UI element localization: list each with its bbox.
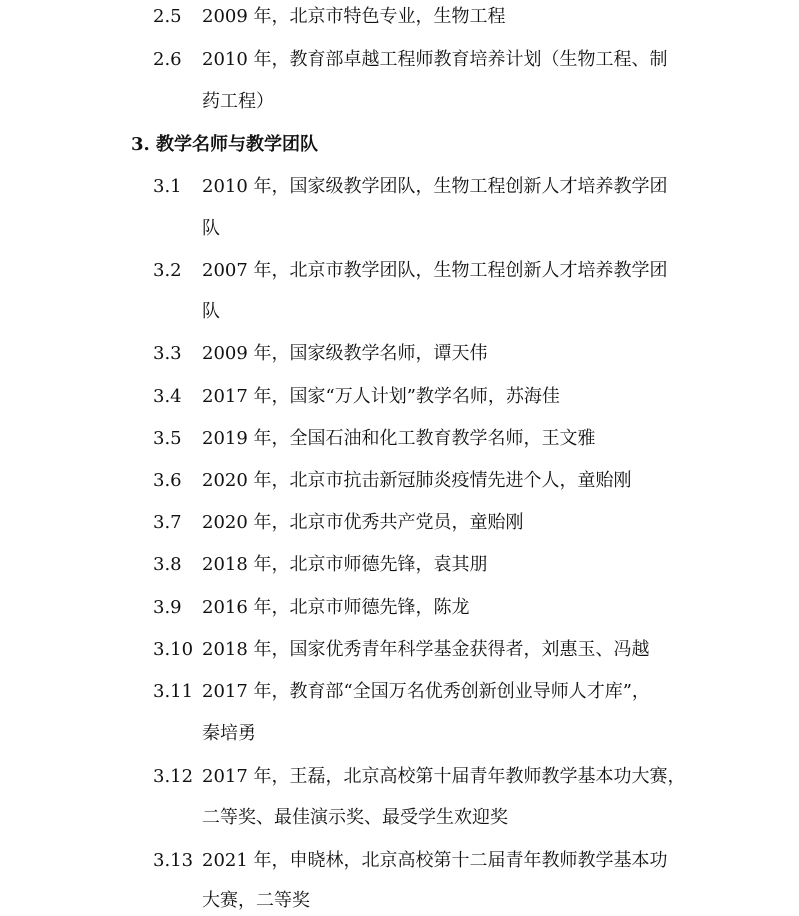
item-number: 3.8 bbox=[153, 554, 182, 575]
item-number: 3.6 bbox=[153, 470, 182, 491]
item-number: 3.13 bbox=[153, 850, 194, 871]
item-text: 2007 年，北京市教学团队，生物工程创新人才培养教学团 bbox=[202, 260, 668, 281]
item-number: 3.7 bbox=[153, 512, 182, 533]
item-number: 3.11 bbox=[153, 681, 194, 702]
item-text: 2009 年，国家级教学名师，谭天伟 bbox=[202, 343, 488, 364]
section-heading: 3. 教学名师与教学团队 bbox=[131, 134, 319, 155]
item-text: 2018 年，北京市师德先锋，袁其朋 bbox=[202, 554, 488, 575]
item-text-continuation: 队 bbox=[202, 301, 220, 322]
item-text: 2020 年，北京市抗击新冠肺炎疫情先进个人，童贻刚 bbox=[202, 470, 632, 491]
item-text-continuation: 大赛，二等奖 bbox=[202, 890, 310, 911]
item-text-continuation: 二等奖、最佳演示奖、最受学生欢迎奖 bbox=[202, 807, 508, 828]
item-text-continuation: 药工程） bbox=[202, 91, 274, 112]
item-number: 3.4 bbox=[153, 386, 182, 407]
item-number: 3.10 bbox=[153, 639, 194, 660]
item-number: 3.2 bbox=[153, 260, 182, 281]
item-number: 3.9 bbox=[153, 597, 182, 618]
item-number: 3.12 bbox=[153, 766, 194, 787]
item-text: 2010 年，国家级教学团队，生物工程创新人才培养教学团 bbox=[202, 176, 668, 197]
item-number: 2.6 bbox=[153, 49, 182, 70]
item-text: 2017 年，国家“万人计划”教学名师，苏海佳 bbox=[202, 386, 560, 407]
item-text: 2018 年，国家优秀青年科学基金获得者，刘惠玉、冯越 bbox=[202, 639, 650, 660]
item-text-continuation: 队 bbox=[202, 218, 220, 239]
item-text-continuation: 秦培勇 bbox=[202, 723, 256, 744]
item-number: 2.5 bbox=[153, 6, 182, 27]
item-text: 2010 年，教育部卓越工程师教育培养计划（生物工程、制 bbox=[202, 49, 668, 70]
item-number: 3.5 bbox=[153, 428, 182, 449]
item-text: 2017 年，教育部“全国万名优秀创新创业导师人才库”， bbox=[202, 681, 650, 702]
item-number: 3.3 bbox=[153, 343, 182, 364]
item-text: 2020 年，北京市优秀共产党员，童贻刚 bbox=[202, 512, 524, 533]
item-text: 2016 年，北京市师德先锋，陈龙 bbox=[202, 597, 470, 618]
item-text: 2017 年，王磊，北京高校第十届青年教师教学基本功大赛， bbox=[202, 766, 686, 787]
item-text: 2021 年，申晓林，北京高校第十二届青年教师教学基本功 bbox=[202, 850, 668, 871]
item-text: 2019 年，全国石油和化工教育教学名师，王文雅 bbox=[202, 428, 596, 449]
item-text: 2009 年，北京市特色专业，生物工程 bbox=[202, 6, 506, 27]
item-number: 3.1 bbox=[153, 176, 182, 197]
